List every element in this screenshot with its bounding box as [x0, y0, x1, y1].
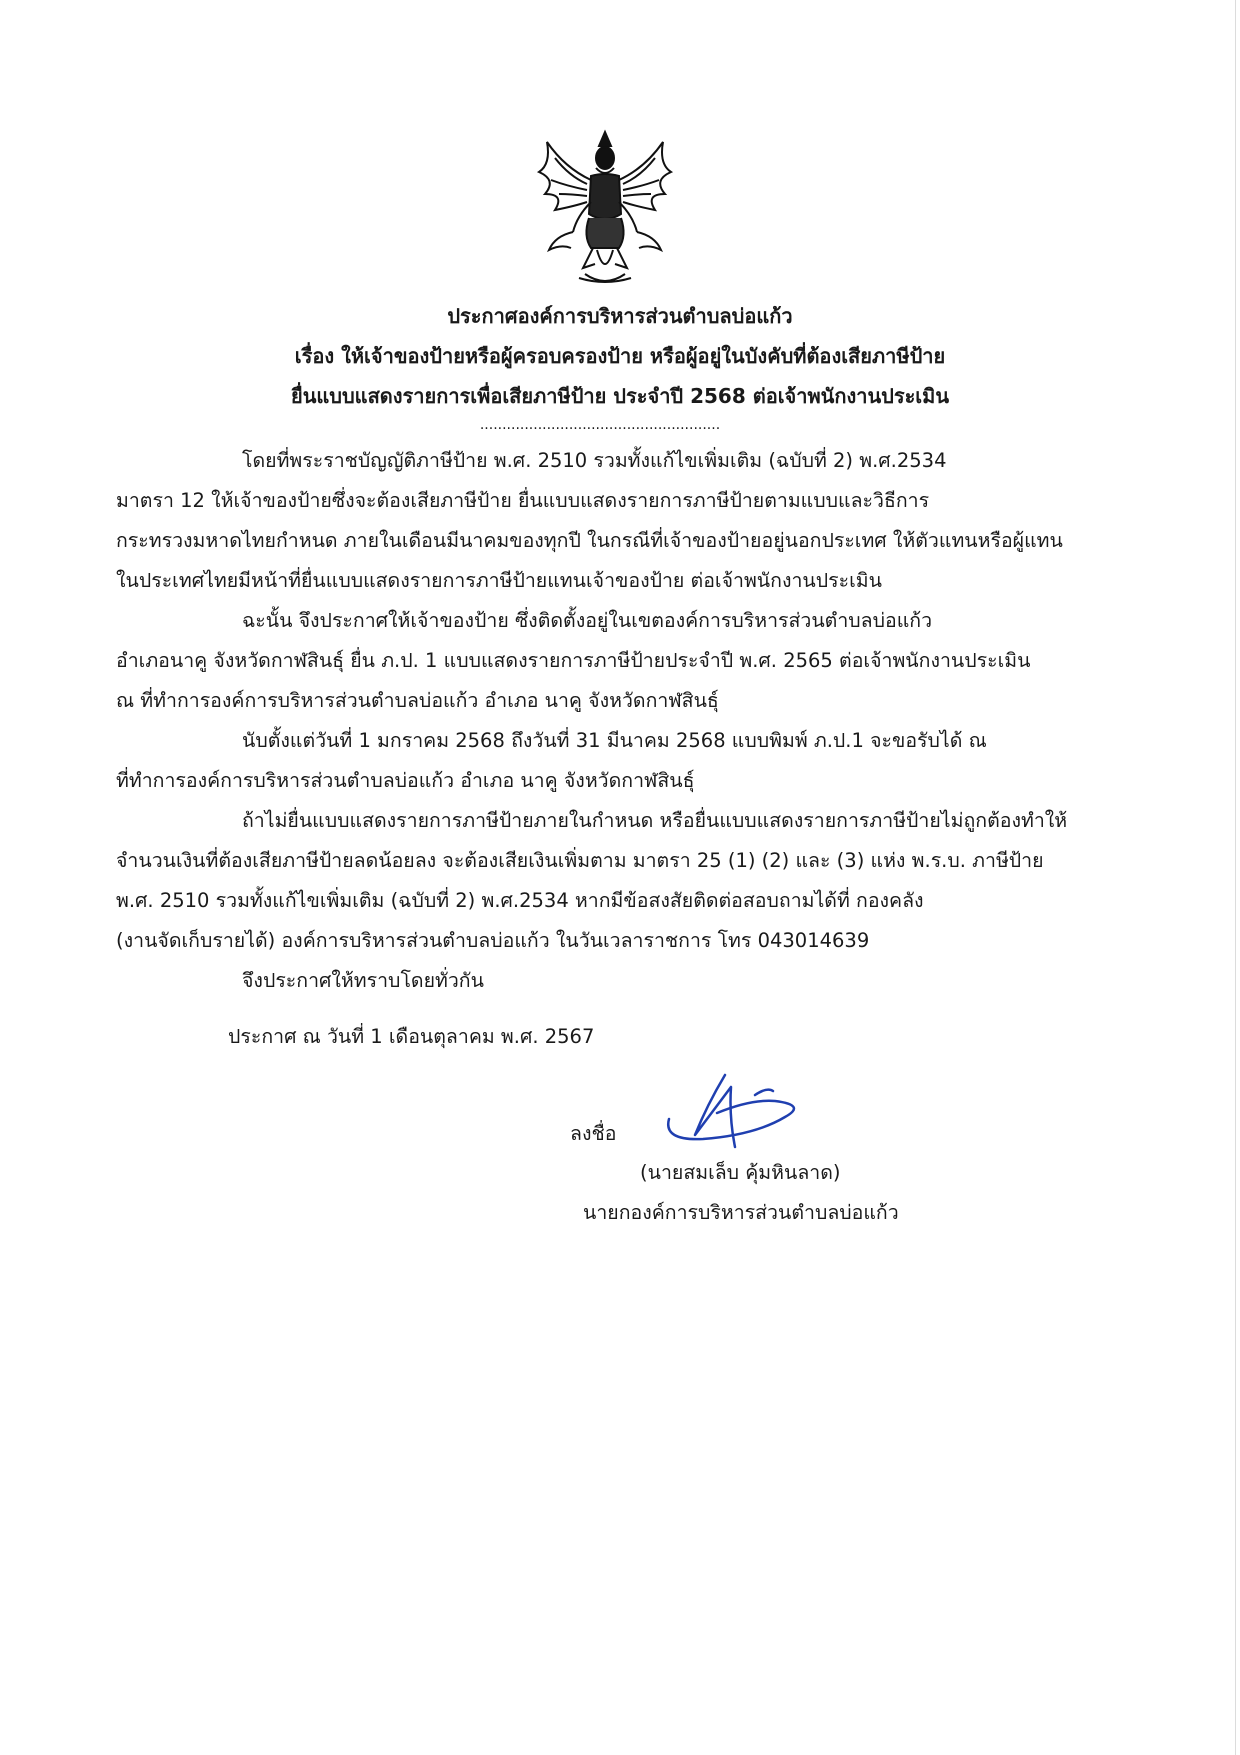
signature-label: ลงชื่อ — [570, 1122, 617, 1145]
subject-line-1: เรื่อง ให้เจ้าของป้ายหรือผู้ครอบครองป้าย หรือผู้อยู่ในบังคับที่ต้องเสียภาษีป้าย — [294, 344, 946, 368]
body-line: ถ้าไม่ยื่นแบบแสดงรายการภาษีป้ายภายในกำหนด หรือยื่นแบบแสดงรายการภาษีป้ายไม่ถูกต้องทำให้ — [242, 809, 1068, 832]
announcement-date: ประกาศ ณ วันที่ 1 เดือนตุลาคม พ.ศ. 2567 — [228, 1025, 595, 1048]
body-line: ฉะนั้น จึงประกาศให้เจ้าของป้าย ซึ่งติดตั้งอยู่ในเขตองค์การบริหารส่วนตำบลบ่อแก้ว — [242, 609, 933, 632]
body-line: ในประเทศไทยมีหน้าที่ยื่นแบบแสดงรายการภาษีป้ายแทนเจ้าของป้าย ต่อเจ้าพนักงานประเมิน — [116, 569, 882, 592]
subject-line-2: ยื่นแบบแสดงรายการเพื่อเสียภาษีป้าย ประจำปี 2568 ต่อเจ้าพนักงานประเมิน — [291, 384, 949, 408]
body-line: พ.ศ. 2510 รวมทั้งแก้ไขเพิ่มเติม (ฉบับที่ 2) พ.ศ.2534 หากมีข้อสงสัยติดต่อสอบถามได้ที่ กองคลัง — [116, 889, 924, 912]
body-line: อำเภอนาคู จังหวัดกาฬสินธุ์ ยื่น ภ.ป. 1 แบบแสดงรายการภาษีป้ายประจำปี พ.ศ. 2565 ต่อเจ้าพนักงานประเมิน — [116, 649, 1031, 672]
separator-dots: ...................................................... — [479, 417, 721, 433]
body-line: (งานจัดเก็บรายได้) องค์การบริหารส่วนตำบลบ่อแก้ว ในวันเวลาราชการ โทร 043014639 — [116, 929, 870, 952]
body-line: กระทรวงมหาดไทยกำหนด ภายในเดือนมีนาคมของทุกปี ในกรณีที่เจ้าของป้ายอยู่นอกประเทศ ให้ตัวแทนหรือผู้แทน — [116, 529, 1063, 552]
garuda-emblem-icon — [525, 128, 685, 288]
signatory-position: นายกองค์การบริหารส่วนตำบลบ่อแก้ว — [583, 1201, 899, 1224]
body-line: ณ ที่ทำการองค์การบริหารส่วนตำบลบ่อแก้ว อำเภอ นาคู จังหวัดกาฬสินธุ์ — [116, 689, 719, 712]
handwritten-signature — [655, 1065, 835, 1165]
body-line: ที่ทำการองค์การบริหารส่วนตำบลบ่อแก้ว อำเภอ นาคู จังหวัดกาฬสินธุ์ — [116, 769, 695, 792]
scan-edge-line — [1235, 0, 1236, 1755]
body-line: จำนวนเงินที่ต้องเสียภาษีป้ายลดน้อยลง จะต้องเสียเงินเพิ่มตาม มาตรา 25 (1) (2) และ (3) แห่ง พ.ร.บ. ภาษีป้าย — [116, 849, 1044, 872]
body-line: โดยที่พระราชบัญญัติภาษีป้าย พ.ศ. 2510 รวมทั้งแก้ไขเพิ่มเติม (ฉบับที่ 2) พ.ศ.2534 — [242, 449, 947, 472]
signatory-name: (นายสมเล็บ คุ้มหินลาด) — [640, 1161, 841, 1184]
body-line: มาตรา 12 ให้เจ้าของป้ายซึ่งจะต้องเสียภาษีป้าย ยื่นแบบแสดงรายการภาษีป้ายตามแบบและวิธีการ — [116, 489, 930, 512]
body-line: จึงประกาศให้ทราบโดยทั่วกัน — [242, 969, 484, 992]
announcement-title: ประกาศองค์การบริหารส่วนตำบลบ่อแก้ว — [447, 304, 793, 328]
body-line: นับตั้งแต่วันที่ 1 มกราคม 2568 ถึงวันที่ 31 มีนาคม 2568 แบบพิมพ์ ภ.ป.1 จะขอรับได้ ณ — [242, 729, 987, 752]
